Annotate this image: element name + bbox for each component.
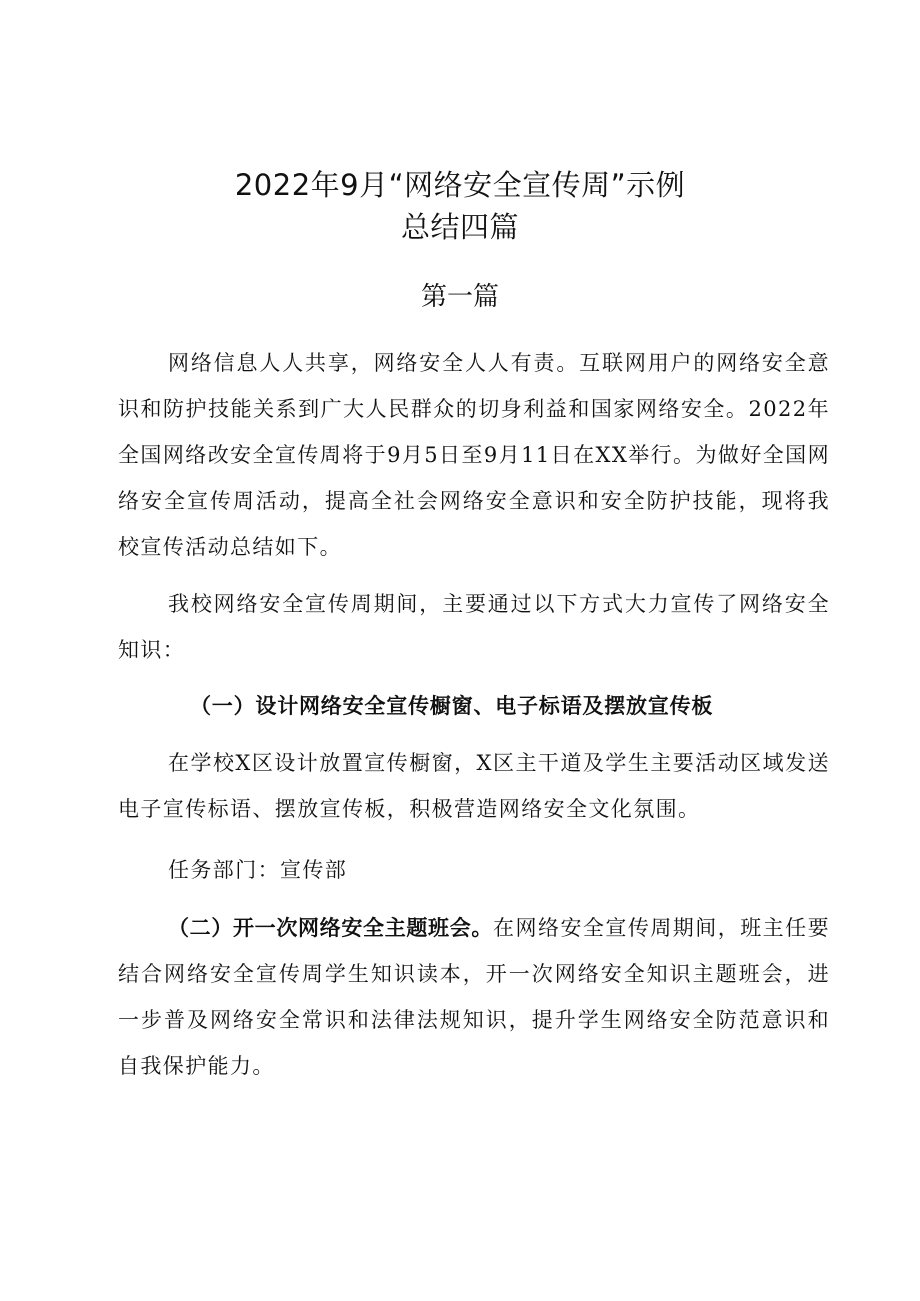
department-line: 任务部门：宣传部 bbox=[168, 858, 348, 882]
subheading-2: （二）开一次网络安全主题班会。 bbox=[168, 916, 494, 940]
window-display-paragraph: 在学校X区设计放置宣传橱窗，X区主干道及学生主要活动区域发送电子宣传标语、摆放宣传板，积极营造网络安全文化氛围。 bbox=[118, 751, 830, 821]
class-meeting-paragraph bbox=[118, 905, 830, 1089]
methods-paragraph: 我校网络安全宣传周期间，主要通过以下方式大力宣传了网络安全知识： bbox=[118, 592, 830, 662]
intro-paragraph: 网络信息人人共享，网络安全人人有责。互联网用户的网络安全意识和防护技能关系到广大人民群众的切身利益和国家网络安全。2022年全国网络改安全宣传周将于9月5日至9月11日在XX举行。为做好全国网络安全宣传周活动，提高全社会网络安全意识和安全防护技能，现将我校宣传活动总结如下。 bbox=[118, 351, 830, 559]
section-title: 第一篇 bbox=[420, 282, 499, 312]
subheading-1: （一）设计网络安全宣传橱窗、电子标语及摆放宣传板 bbox=[190, 694, 714, 718]
document-title-line-1: 2022年9月“网络安全宣传周”示例 bbox=[234, 168, 686, 202]
class-meeting-text: 在网络安全宣传周期间，班主任要结合网络安全宣传周学生知识读本，开一次网络安全知识主题班会，进一步普及网络安全常识和法律法规知识，提升学生网络安全防范意识和自我保护能力。 bbox=[118, 916, 831, 1078]
document-title-line-2: 总结四篇 bbox=[400, 210, 519, 244]
